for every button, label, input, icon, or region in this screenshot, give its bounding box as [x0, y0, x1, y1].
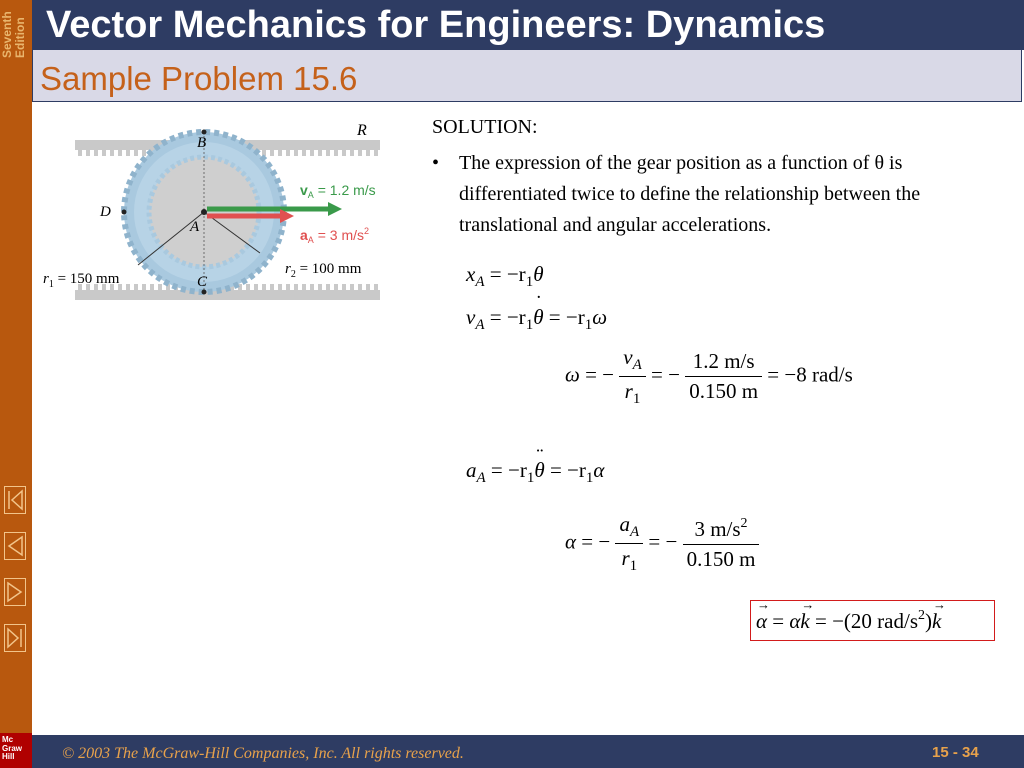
last-slide-icon: [5, 625, 25, 651]
last-slide-button[interactable]: [4, 624, 26, 652]
center-point-a: [201, 209, 207, 215]
first-slide-button[interactable]: [4, 486, 26, 514]
r1-label: $r_1 = 150$ mm: [43, 271, 120, 290]
gear-diagram: [43, 115, 410, 320]
label-d: D: [100, 204, 111, 220]
velocity-label: $v_A = 1.2$ m/s: [300, 182, 376, 200]
equation-velocity: $v_A$ = $-r_1˙$ $\theta = -r_1\omega$: [466, 305, 607, 334]
label-b: B: [197, 135, 207, 151]
gear-rack-figure: [43, 115, 410, 320]
edition-line-2: Edition: [13, 17, 27, 58]
label-c: C: [197, 274, 208, 290]
first-slide-icon: [5, 487, 25, 513]
bullet-dot: •: [432, 152, 440, 174]
copyright-text: © 2003 The McGraw-Hill Companies, Inc. All rights reserved.: [62, 745, 464, 762]
previous-slide-icon: [5, 533, 25, 559]
sidebar: [0, 0, 32, 768]
label-r: R: [357, 122, 367, 139]
equation-omega: ω = − $\frac{v_A}{r_1}$ = − $\frac{1.2 m/s}{0.150 m}$ = −8 rad/s: [565, 345, 853, 407]
mcgraw-hill-logo: Mc Graw Hill: [0, 733, 32, 768]
label-a: A: [190, 219, 200, 235]
acceleration-label: $a_A = 3$ $m/s^2$: [300, 226, 370, 245]
edition-line-1: Seventh: [0, 11, 14, 58]
edition-label: [0, 0, 32, 60]
bullet-text: The expression of the gear position as a function of θ is differentiated twice to define the relationship between the translational and angular accelerations.: [459, 152, 921, 236]
page-subtitle: Sample Problem 15.6: [40, 60, 358, 97]
next-slide-icon: [5, 579, 25, 605]
previous-slide-button[interactable]: [4, 532, 26, 560]
solution-heading: SOLUTION:: [432, 116, 538, 138]
r2-label: $r_2 = 100$ mm: [285, 261, 362, 280]
equation-result: → α = α→ k = −(20 rad/$s^2)\to k$: [756, 608, 941, 634]
page-number: 15 - 34: [932, 744, 979, 761]
next-slide-button[interactable]: [4, 578, 26, 606]
equation-position: $x_A = -r_1\theta$: [466, 262, 544, 290]
page-title: Vector Mechanics for Engineers: Dynamics: [46, 4, 826, 46]
equation-acceleration: $a_A$ = $-r_1¨$ $\theta = -r_1\alpha$: [466, 458, 604, 487]
equation-alpha: α = − $\frac{a_A}{r_1}$ = − $\frac{3 m/s^2}{0.150 m}$: [565, 512, 759, 575]
